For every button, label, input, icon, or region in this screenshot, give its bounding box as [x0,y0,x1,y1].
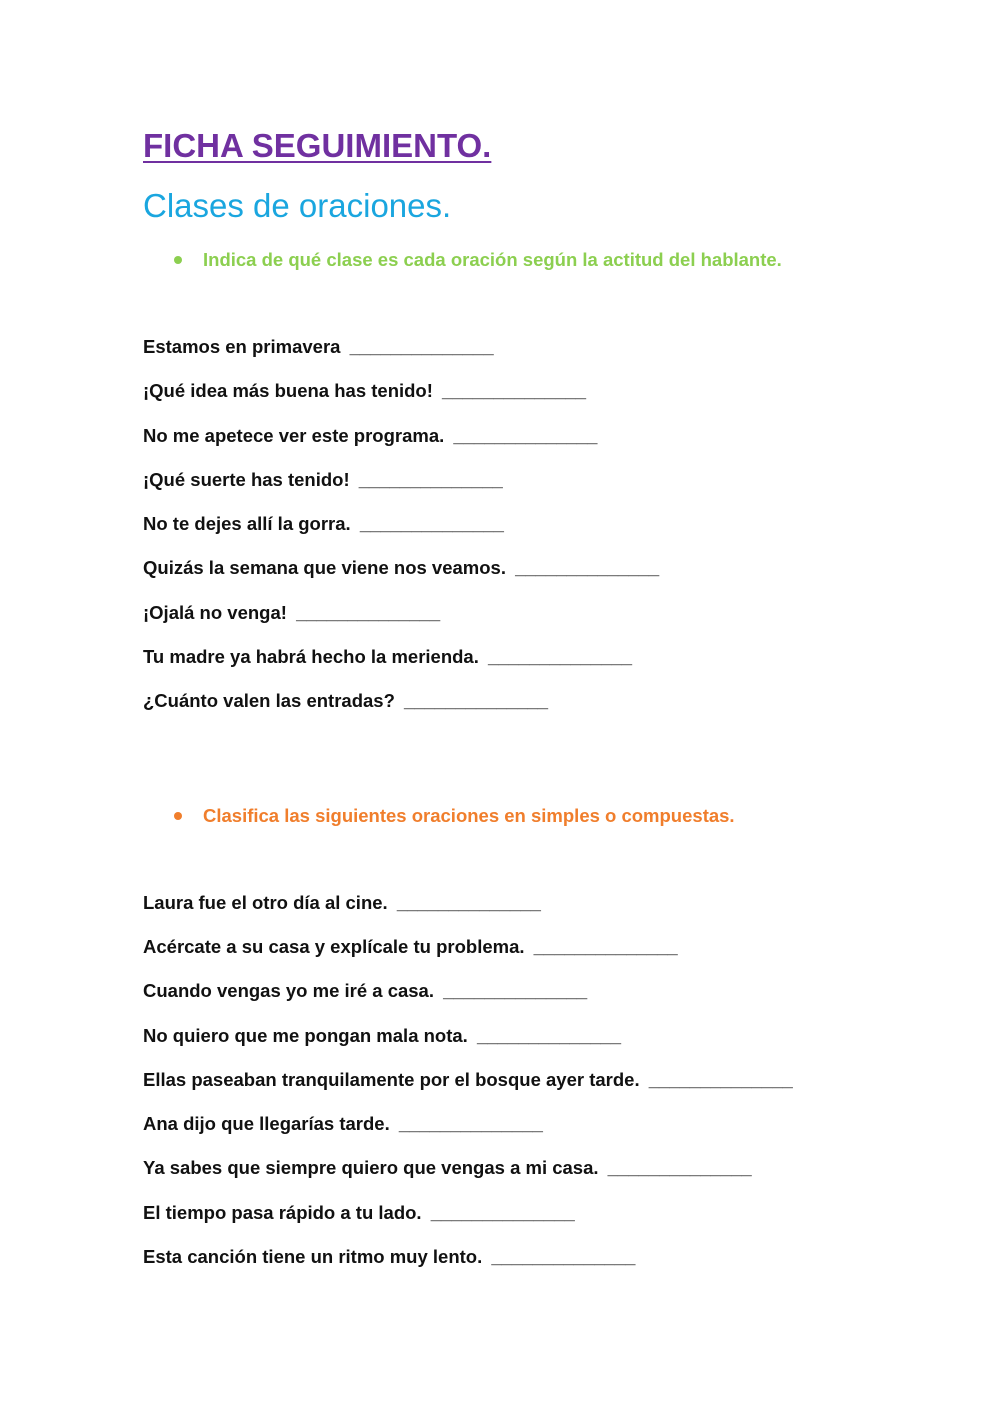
sentence-text: Estamos en primavera [143,336,341,357]
answer-blank[interactable]: ______________ [349,336,494,357]
answer-blank[interactable]: ______________ [491,1246,636,1268]
sentence-item [143,553,943,597]
answer-blank[interactable]: ______________ [648,1068,793,1090]
sentence-text: Tu madre ya habrá hecho la merienda. [143,646,479,668]
section-1-instruction [143,245,943,275]
section-1-sentence-list [143,332,943,731]
sentence-text: Ana dijo que llegarías tarde. [143,1113,390,1135]
section-2-instruction-text: Clasifica las siguientes oraciones en simples o compuestas. [203,804,735,826]
answer-blank[interactable]: ______________ [515,557,660,579]
answer-blank[interactable]: ______________ [404,690,549,712]
sentence-text: ¿Cuánto valen las entradas? [143,690,395,712]
sentence-item [143,509,943,553]
answer-blank[interactable]: ______________ [488,646,633,668]
answer-blank[interactable]: ______________ [430,1201,575,1223]
answer-blank[interactable]: ______________ [476,1024,621,1046]
sentence-text: Ellas paseaban tranquilamente por el bosque ayer tarde. [143,1068,640,1090]
bullet-icon [174,256,182,264]
sentence-text: Laura fue el otro día al cine. [143,891,388,913]
answer-blank[interactable]: ______________ [607,1157,752,1179]
sentence-item [143,465,943,509]
sentence-item [143,1153,943,1197]
worksheet-page [143,120,943,1286]
section-1-instruction-text: Indica de qué clase es cada oración según la actitud del hablante. [203,249,782,270]
sentence-item [143,888,943,932]
sentence-text: Cuando vengas yo me iré a casa. [143,980,434,1002]
section-2-sentence-list [143,888,943,1287]
sentence-item [143,932,943,976]
sentence-text: ¡Qué idea más buena has tenido! [143,380,433,402]
sentence-text: No te dejes allí la gorra. [143,513,351,535]
answer-blank[interactable]: ______________ [443,980,588,1002]
page-title: FICHA SEGUIMIENTO. [143,127,492,164]
sentence-item [143,376,943,420]
sentence-item [143,1021,943,1065]
answer-blank[interactable]: ______________ [396,891,541,913]
sentence-text: Acércate a su casa y explícale tu problema. [143,935,525,957]
sentence-item [143,686,943,730]
sentence-text: ¡Qué suerte has tenido! [143,468,350,490]
answer-blank[interactable]: ______________ [358,468,503,490]
answer-blank[interactable]: ______________ [442,380,587,402]
sentence-item [143,1198,943,1242]
sentence-item [143,332,943,376]
sentence-item [143,1242,943,1286]
sentence-text: No me apetece ver este programa. [143,424,445,446]
page-subtitle: Clases de oraciones. [143,187,452,224]
section-2-instruction [143,801,943,831]
sentence-item [143,598,943,642]
answer-blank[interactable]: ______________ [398,1113,543,1135]
sentence-item [143,1109,943,1153]
sentence-text: El tiempo pasa rápido a tu lado. [143,1201,422,1223]
sentence-text: ¡Ojalá no venga! [143,601,287,623]
sentence-text: No quiero que me pongan mala nota. [143,1024,468,1046]
sentence-item [143,976,943,1020]
answer-blank[interactable]: ______________ [359,513,504,535]
sentence-item [143,1065,943,1109]
sentence-item [143,421,943,465]
answer-blank[interactable]: ______________ [453,424,598,446]
sentence-item [143,642,943,686]
answer-blank[interactable]: ______________ [533,935,678,957]
bullet-icon [174,812,182,820]
answer-blank[interactable]: ______________ [296,601,441,623]
sentence-text: Ya sabes que siempre quiero que vengas a mi casa. [143,1157,599,1179]
sentence-text: Quizás la semana que viene nos veamos. [143,557,506,579]
sentence-text: Esta canción tiene un ritmo muy lento. [143,1246,483,1268]
